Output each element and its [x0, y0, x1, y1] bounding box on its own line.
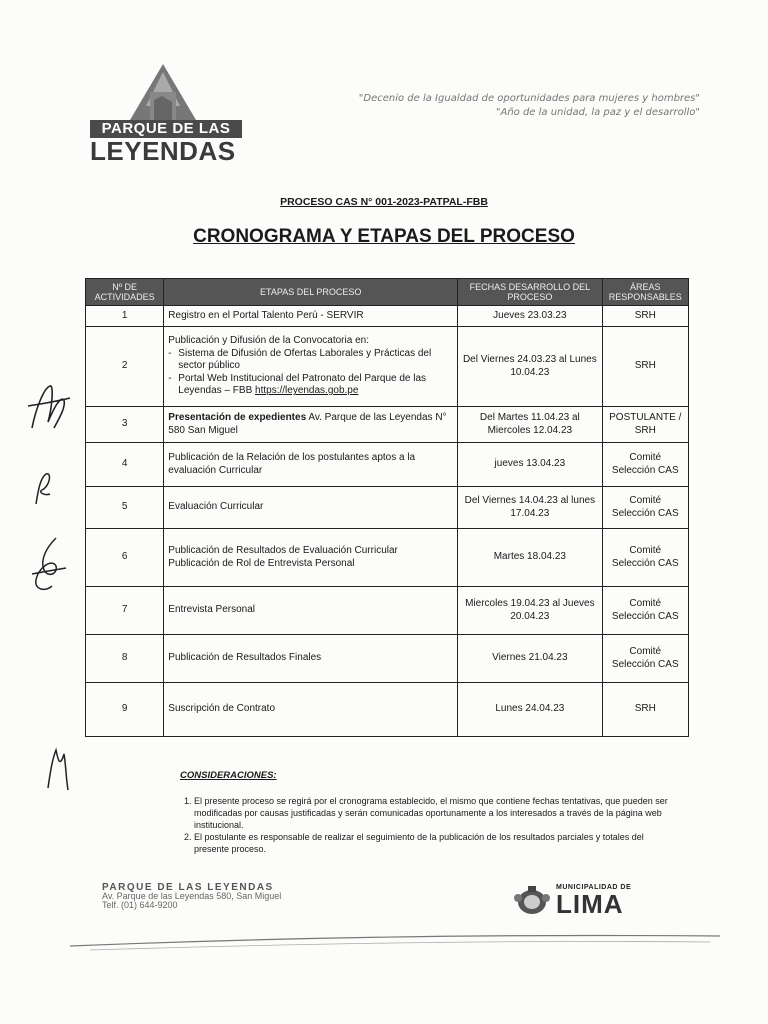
- row-etapa: Publicación de la Relación de los postulantes aptos a la evaluación Curricular: [164, 443, 458, 487]
- document-title: CRONOGRAMA Y ETAPAS DEL PROCESO: [193, 226, 575, 247]
- muni-city: LIMA: [556, 889, 624, 919]
- row-fecha: Miercoles 19.04.23 al Jueves 20.04.23: [458, 587, 602, 635]
- lima-coat-of-arms-icon: [512, 884, 552, 916]
- mountain-logo-icon: [128, 62, 198, 122]
- motto-text: [359, 92, 700, 120]
- row-num: 3: [86, 407, 164, 443]
- table-row: [86, 443, 689, 487]
- col-header-area: ÁREAS RESPONSABLES: [602, 279, 688, 306]
- table-row: [86, 529, 689, 587]
- handwritten-initial-1: [28, 468, 58, 508]
- row-area: SRH: [602, 327, 688, 407]
- handwritten-signature-1: [24, 378, 74, 434]
- row-num: 9: [86, 683, 164, 737]
- portal-link[interactable]: https://leyendas.gob.pe: [255, 385, 359, 397]
- motto-line2: "Año de la unidad, la paz y el desarrollo": [495, 107, 700, 118]
- row-area: Comité Selección CAS: [602, 443, 688, 487]
- row-fecha: Del Martes 11.04.23 al Miercoles 12.04.23: [458, 407, 602, 443]
- table-header-row: [86, 279, 689, 306]
- row-area: SRH: [602, 683, 688, 737]
- row-etapa: Registro en el Portal Talento Perú - SERVIR: [164, 306, 458, 327]
- row-fecha: jueves 13.04.23: [458, 443, 602, 487]
- footer-swoosh-line: [70, 924, 720, 954]
- parque-leyendas-logo: [88, 62, 248, 166]
- table-row: [86, 487, 689, 529]
- row-area: SRH: [602, 306, 688, 327]
- row-etapa: Publicación de Resultados Finales: [164, 635, 458, 683]
- muni-label: MUNICIPALIDAD DE: [556, 884, 632, 891]
- row-etapa: [164, 529, 458, 587]
- footer-phone: Telf. (01) 644-9200: [102, 900, 178, 910]
- logo-text-line1: PARQUE DE LAS: [90, 120, 242, 138]
- row-fecha: Martes 18.04.23: [458, 529, 602, 587]
- handwritten-signature-2: [26, 534, 70, 596]
- etapa-rest: Av. Parque de las Leyendas N° 580 San Miguel: [168, 412, 447, 436]
- col-header-fecha: FECHAS DESARROLLO DEL PROCESO: [458, 279, 602, 306]
- etapa-line1: Publicación de Resultados de Evaluación Curricular: [168, 545, 398, 556]
- row-etapa: Evaluación Curricular: [164, 487, 458, 529]
- municipalidad-lima-logo: [512, 884, 662, 920]
- etapa-line2: Publicación de Rol de Entrevista Personal: [168, 557, 355, 569]
- list-item: 2. El postulante es responsable de realizar el seguimiento de la publicación de los resultados parciales y totales del presente proceso.: [194, 831, 674, 855]
- etapa-bold: Presentación de expedientes: [168, 412, 307, 423]
- row-num: 2: [86, 327, 164, 407]
- motto-line1: "Decenio de la Igualdad de oportunidades para mujeres y hombres": [358, 93, 700, 104]
- list-item: - Sistema de Difusión de Ofertas Laborales y Prácticas del sector público: [178, 348, 453, 373]
- row-num: 6: [86, 529, 164, 587]
- row-fecha: Del Viernes 24.03.23 al Lunes 10.04.23: [458, 327, 602, 407]
- footer-org-name: PARQUE DE LAS LEYENDAS: [102, 882, 274, 893]
- row-area: Comité Selección CAS: [602, 487, 688, 529]
- row-num: 4: [86, 443, 164, 487]
- handwritten-initial-2: [42, 744, 78, 794]
- schedule-table: [85, 278, 689, 737]
- row-fecha: Del Viernes 14.04.23 al lunes 17.04.23: [458, 487, 602, 529]
- row-etapa: [164, 327, 458, 407]
- etapa-list: [168, 348, 453, 398]
- col-header-etapa: ETAPAS DEL PROCESO: [164, 279, 458, 306]
- row-area: POSTULANTE / SRH: [602, 407, 688, 443]
- row-area: Comité Selección CAS: [602, 529, 688, 587]
- row-num: 7: [86, 587, 164, 635]
- list-item: [178, 373, 453, 398]
- row-num: 1: [86, 306, 164, 327]
- table-row: [86, 683, 689, 737]
- etapa-intro: Publicación y Difusión de la Convocatoria en:: [168, 335, 369, 347]
- table-row: [86, 587, 689, 635]
- row-num: 5: [86, 487, 164, 529]
- row-fecha: Lunes 24.04.23: [458, 683, 602, 737]
- row-fecha: Viernes 21.04.23: [458, 635, 602, 683]
- table-row: [86, 635, 689, 683]
- etapa-item-text: Portal Web Institucional del Patronato del Parque de las Leyendas – FBB: [178, 372, 427, 397]
- row-area: Comité Selección CAS: [602, 587, 688, 635]
- considerations-list: [182, 795, 674, 855]
- col-header-num: Nº DE ACTIVIDADES: [86, 279, 164, 306]
- row-area: Comité Selección CAS: [602, 635, 688, 683]
- logo-text-line2: LEYENDAS: [90, 136, 236, 166]
- process-code: PROCESO CAS N° 001-2023-PATPAL-FBB: [280, 196, 488, 208]
- footer-address-block: [102, 883, 281, 910]
- row-etapa: Entrevista Personal: [164, 587, 458, 635]
- table-row: [86, 327, 689, 407]
- footer-address: Av. Parque de las Leyendas 580, San Miguel: [102, 891, 282, 901]
- row-fecha: Jueves 23.03.23: [458, 306, 602, 327]
- list-item: 1. El presente proceso se regirá por el cronograma establecido, el mismo que contiene fechas tentativas, que pueden ser modificadas por causas justificadas y serán comunicadas oportunamente a los interesados a través de la página web institucional.: [194, 795, 674, 831]
- table-row: [86, 306, 689, 327]
- considerations-title: CONSIDERACIONES:: [180, 770, 277, 781]
- row-etapa: [164, 407, 458, 443]
- row-etapa: Suscripción de Contrato: [164, 683, 458, 737]
- table-row: [86, 407, 689, 443]
- row-num: 8: [86, 635, 164, 683]
